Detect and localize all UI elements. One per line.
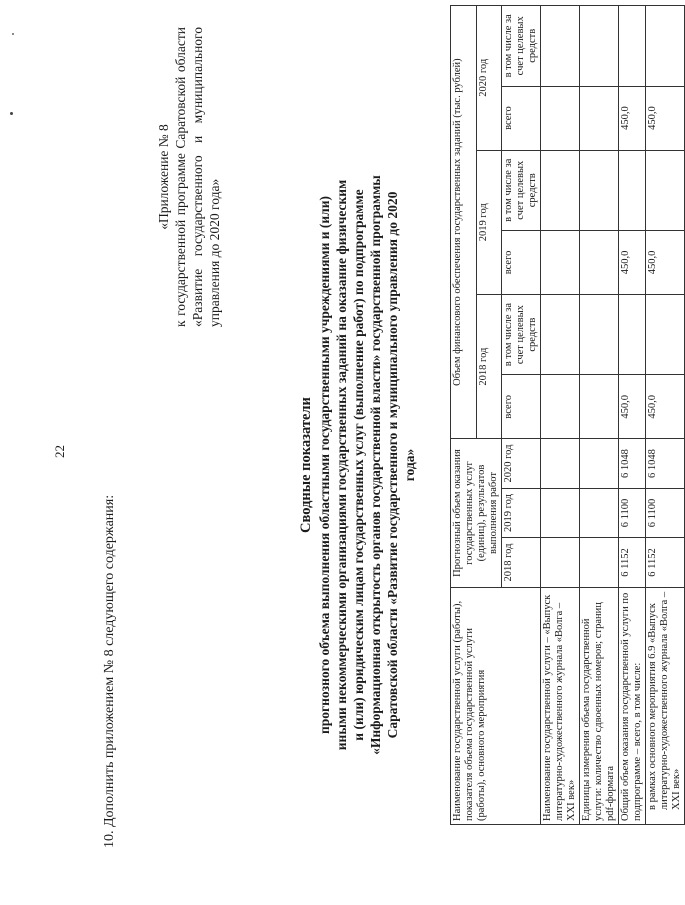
appendix-text: к государственной программе Саратовской области «Развитие государственного и муниципального управления до 2020 года» [173, 27, 222, 327]
cell-f2019 [541, 230, 580, 294]
cell-f2018: 450,0 [619, 375, 646, 439]
cell-f2020i [619, 6, 646, 87]
row-name: Наименование государственной услуги – «Выпуск литературно-художественного журнала «Волга – XXI век» [541, 587, 580, 824]
cell-f2019i [619, 150, 646, 230]
cell-v2018 [580, 538, 619, 588]
cell-v2020 [580, 439, 619, 489]
cell-v2018: 6 1152 [619, 538, 646, 588]
row-name: в рамках основного мероприятия 6.9 «Выпуск литературно-художественного журнала «Волга – XXI век» [646, 587, 685, 824]
cell-f2019 [580, 230, 619, 294]
cell-f2018i [580, 294, 619, 374]
col-finance-header: Объем финансового обеспечения государственных заданий (тыс. рублей) [451, 6, 477, 439]
forecast-year-2019: 2019 год [502, 488, 541, 538]
cell-f2020: 450,0 [619, 86, 646, 150]
cell-f2018 [541, 375, 580, 439]
cell-v2019: 6 1100 [619, 488, 646, 538]
forecast-year-2020: 2020 год [502, 439, 541, 489]
sub-incl-2019: в том числе за счет целевых средств [502, 150, 541, 230]
finance-year-2020: 2020 год [476, 6, 502, 151]
cell-v2018: 6 1152 [646, 538, 685, 588]
sub-total-2020: всего [502, 86, 541, 150]
col-forecast-header: Прогнозный объем оказания государственных услуг (единиц), результатов выполнения работ [451, 439, 502, 588]
table-row [580, 6, 619, 825]
sub-total-2019: всего [502, 230, 541, 294]
cell-f2019: 450,0 [619, 230, 646, 294]
cell-v2018 [541, 538, 580, 588]
sub-incl-2020: в том числе за счет целевых средств [502, 6, 541, 87]
cell-f2020: 450,0 [646, 86, 685, 150]
cell-f2018 [580, 375, 619, 439]
cell-f2020i [580, 6, 619, 87]
cell-f2020i [541, 6, 580, 87]
page-number: 22 [52, 445, 67, 458]
indicators-table [450, 5, 685, 825]
cell-v2019 [541, 488, 580, 538]
cell-v2019 [580, 488, 619, 538]
sub-total-2018: всего [502, 375, 541, 439]
row-name: Единицы измерения объема государственной услуги: количество сдвоенных номеров; страниц pdf-формата [580, 587, 619, 824]
cell-f2018: 450,0 [646, 375, 685, 439]
table-row [646, 6, 685, 825]
heading-title: Сводные показатели [298, 397, 314, 533]
finance-year-2019: 2019 год [476, 150, 502, 294]
cell-v2019: 6 1100 [646, 488, 685, 538]
appendix-block [155, 27, 223, 327]
cell-f2019: 450,0 [646, 230, 685, 294]
cell-f2019i [541, 150, 580, 230]
cell-f2018i [541, 294, 580, 374]
document-heading [298, 175, 418, 755]
cell-f2019i [580, 150, 619, 230]
scan-speck [12, 33, 14, 35]
intro-line: 10. Дополнить приложением № 8 следующего содержания: [102, 494, 117, 848]
table-row [541, 6, 580, 825]
cell-v2020 [541, 439, 580, 489]
cell-f2020 [580, 86, 619, 150]
table-row [619, 6, 646, 825]
cell-v2020: 6 1048 [646, 439, 685, 489]
sub-incl-2018: в том числе за счет целевых средств [502, 294, 541, 374]
cell-f2020 [541, 86, 580, 150]
row-name: Общий объем оказания государственной услуги по подпрограмме – всего, в том числе: [619, 587, 646, 824]
cell-f2018i [619, 294, 646, 374]
cell-f2020i [646, 6, 685, 87]
col-name-header: Наименование государственной услуги (работы), показателя объема государственной услуги (работы), основного мероприятия [451, 587, 541, 824]
cell-f2019i [646, 150, 685, 230]
heading-text: прогнозного объема выполнения областными государственными учреждениями и (или) иными некоммерческими организациями государственных заданий на оказание физическим и (или) юридическим лицам государственных услуг (выполнение работ) по подпрограмме «Информационная открытость органов государственной власти» государственной программы Саратовской области «Развитие государственного и муниципального управления до 2020 года» [317, 175, 417, 755]
cell-f2018i [646, 294, 685, 374]
cell-v2020: 6 1048 [619, 439, 646, 489]
finance-year-2018: 2018 год [476, 294, 502, 438]
forecast-year-2018: 2018 год [502, 538, 541, 588]
appendix-title: «Приложение № 8 [156, 124, 171, 230]
scan-speck [10, 112, 13, 115]
